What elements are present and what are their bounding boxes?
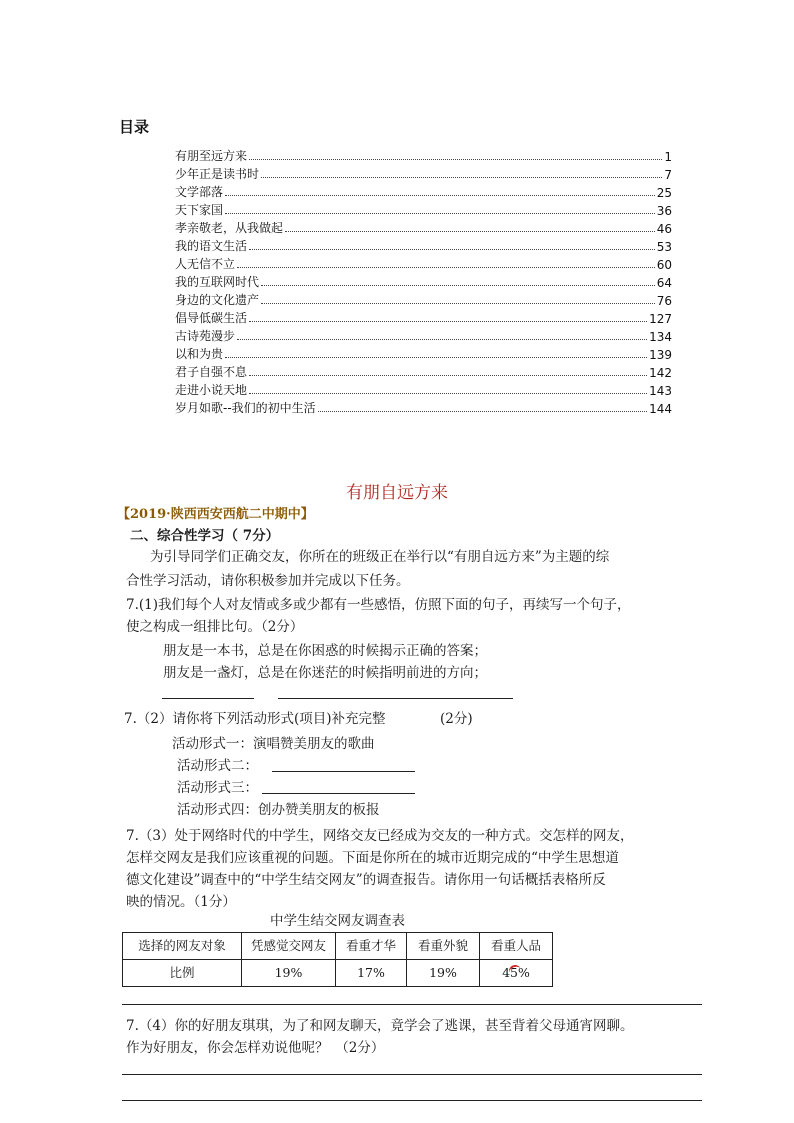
toc-item[interactable] (175, 290, 672, 308)
toc-item-label: 君子自强不息 (175, 365, 248, 379)
toc-leader-dots (261, 177, 662, 178)
toc-leader-dots (318, 411, 647, 412)
table-of-contents (175, 146, 672, 416)
question-2-line: 7.（2）请你将下列活动形式(项目)补充完整 (124, 711, 386, 727)
table-title: 中学生结交网友调查表 (270, 913, 405, 929)
table-header-cell: 看重人品 (480, 933, 553, 960)
answer-line (272, 771, 415, 772)
question-3-line-3: 德文化建设”调查中的“中学生结交网友”的调查报告。请你用一句话概括表格所反 (126, 872, 606, 888)
toc-leader-dots (261, 303, 655, 304)
toc-item-label: 我的互联网时代 (175, 275, 260, 289)
table-row (123, 960, 553, 987)
table-cell: 比例 (123, 960, 242, 987)
question-1-line-1: 7.(1)我们每个人对友情或多或少都有一些感悟，仿照下面的句子，再续写一个句子， (126, 597, 631, 613)
toc-item-label: 我的语文生活 (175, 239, 248, 253)
table-cell: 17% (336, 960, 407, 987)
section-title: 有朋自远方来 (346, 483, 448, 503)
question-3-line-4: 映的情况。（1分） (126, 894, 236, 910)
toc-item[interactable] (175, 146, 672, 164)
toc-item-page: 142 (649, 366, 672, 380)
toc-item-page: 1 (664, 150, 672, 164)
answer-line (278, 698, 513, 699)
toc-item-label: 岁月如歌--我们的初中生活 (175, 401, 316, 415)
toc-item-page: 36 (656, 204, 672, 218)
toc-item-page: 46 (656, 222, 672, 236)
answer-line (162, 698, 254, 699)
question-1-line-2: 使之构成一组排比句。（2分） (126, 619, 304, 635)
question-3-line-1: 7.（3）处于网络时代的中学生，网络交友已经成为交友的一种方式。交怎样的网友， (126, 828, 634, 844)
activity-form-4: 活动形式四：创办赞美朋友的板报 (177, 802, 380, 818)
toc-leader-dots (285, 231, 655, 232)
toc-item-page: 134 (649, 330, 672, 344)
toc-title: 目录 (119, 118, 150, 136)
table-cell: 19% (242, 960, 336, 987)
answer-line (122, 1004, 702, 1005)
toc-item-page: 53 (656, 240, 672, 254)
toc-item[interactable] (175, 362, 672, 380)
table-header-cell: 选择的网友对象 (123, 933, 242, 960)
toc-item-page: 143 (649, 384, 672, 398)
toc-leader-dots (249, 321, 647, 322)
toc-item-label: 孝亲敬老，从我做起 (175, 221, 284, 235)
toc-leader-dots (225, 213, 655, 214)
intro-line-2: 合性学习活动，请你积极参加并完成以下任务。 (126, 573, 410, 589)
table-cell: 19% (407, 960, 480, 987)
answer-line (262, 793, 415, 794)
toc-leader-dots (261, 285, 655, 286)
question-4-line-1: 7.（4）你的好朋友琪琪，为了和网友聊天，竟学会了逃课，甚至背着父母通宵网聊。 (126, 1018, 634, 1034)
activity-form-3: 活动形式三： (177, 780, 258, 796)
table-header-cell: 看重才华 (336, 933, 407, 960)
exam-source: 【2019·陕西西安西航二中期中】 (117, 507, 314, 522)
toc-leader-dots (225, 357, 647, 358)
toc-item-page: 25 (656, 186, 672, 200)
question-2-score: (2分) (440, 711, 473, 727)
toc-leader-dots (225, 195, 655, 196)
toc-item-label: 少年正是读书时 (175, 167, 260, 181)
toc-item-page: 64 (656, 276, 672, 290)
activity-form-1: 活动形式一：演唱赞美朋友的歌曲 (172, 736, 375, 752)
toc-item-page: 139 (649, 348, 672, 362)
question-1-example-1: 朋友是一本书，总是在你困惑的时候揭示正确的答案； (163, 643, 487, 659)
toc-leader-dots (249, 249, 655, 250)
question-1-example-2: 朋友是一盏灯，总是在你迷茫的时候指明前进的方向； (163, 665, 487, 681)
toc-item-page: 76 (656, 294, 672, 308)
toc-item-label: 走进小说天地 (175, 383, 248, 397)
table-header-cell: 看重外貌 (407, 933, 480, 960)
toc-item[interactable] (175, 254, 672, 272)
toc-item-label: 天下家国 (175, 203, 224, 217)
toc-leader-dots (249, 375, 647, 376)
table-cell: 45% (480, 960, 553, 987)
toc-item-page: 60 (656, 258, 672, 272)
answer-line (122, 1100, 702, 1101)
toc-item-label: 身边的文化遗产 (175, 293, 260, 307)
toc-item[interactable] (175, 380, 672, 398)
toc-item[interactable] (175, 398, 672, 416)
toc-item[interactable] (175, 236, 672, 254)
toc-item[interactable] (175, 308, 672, 326)
toc-item-label: 古诗苑漫步 (175, 329, 236, 343)
activity-form-2: 活动形式二： (177, 758, 258, 774)
toc-item-label: 文学部落 (175, 185, 224, 199)
toc-item[interactable] (175, 164, 672, 182)
toc-leader-dots (249, 159, 662, 160)
toc-leader-dots (249, 393, 647, 394)
toc-item[interactable] (175, 200, 672, 218)
toc-item-label: 有朋至远方来 (175, 149, 248, 163)
intro-line-1: 为引导同学们正确交友，你所在的班级正在举行以“有朋自远方来”为主题的综 (150, 549, 610, 565)
question-3-line-2: 怎样交网友是我们应该重视的问题。下面是你所在的城市近期完成的“中学生思想道 (126, 850, 619, 866)
toc-item[interactable] (175, 218, 672, 236)
toc-item-page: 127 (649, 312, 672, 326)
toc-item[interactable] (175, 326, 672, 344)
toc-leader-dots (237, 339, 647, 340)
part-heading: 二、综合性学习（ 7分） (130, 528, 280, 544)
question-4-line-2: 作为好朋友，你会怎样劝说他呢？ （2分） (126, 1040, 385, 1056)
toc-item-label: 人无信不立 (175, 257, 236, 271)
toc-item-label: 以和为贵 (175, 347, 224, 361)
table-header-row (123, 933, 553, 960)
answer-line (122, 1074, 702, 1075)
table-header-cell: 凭感觉交网友 (242, 933, 336, 960)
toc-item-page: 144 (649, 402, 672, 416)
toc-item[interactable] (175, 182, 672, 200)
toc-item-page: 7 (664, 168, 672, 182)
survey-table (122, 932, 553, 987)
toc-item-label: 倡导低碳生活 (175, 311, 248, 325)
toc-leader-dots (237, 267, 655, 268)
toc-item[interactable] (175, 272, 672, 290)
toc-item[interactable] (175, 344, 672, 362)
